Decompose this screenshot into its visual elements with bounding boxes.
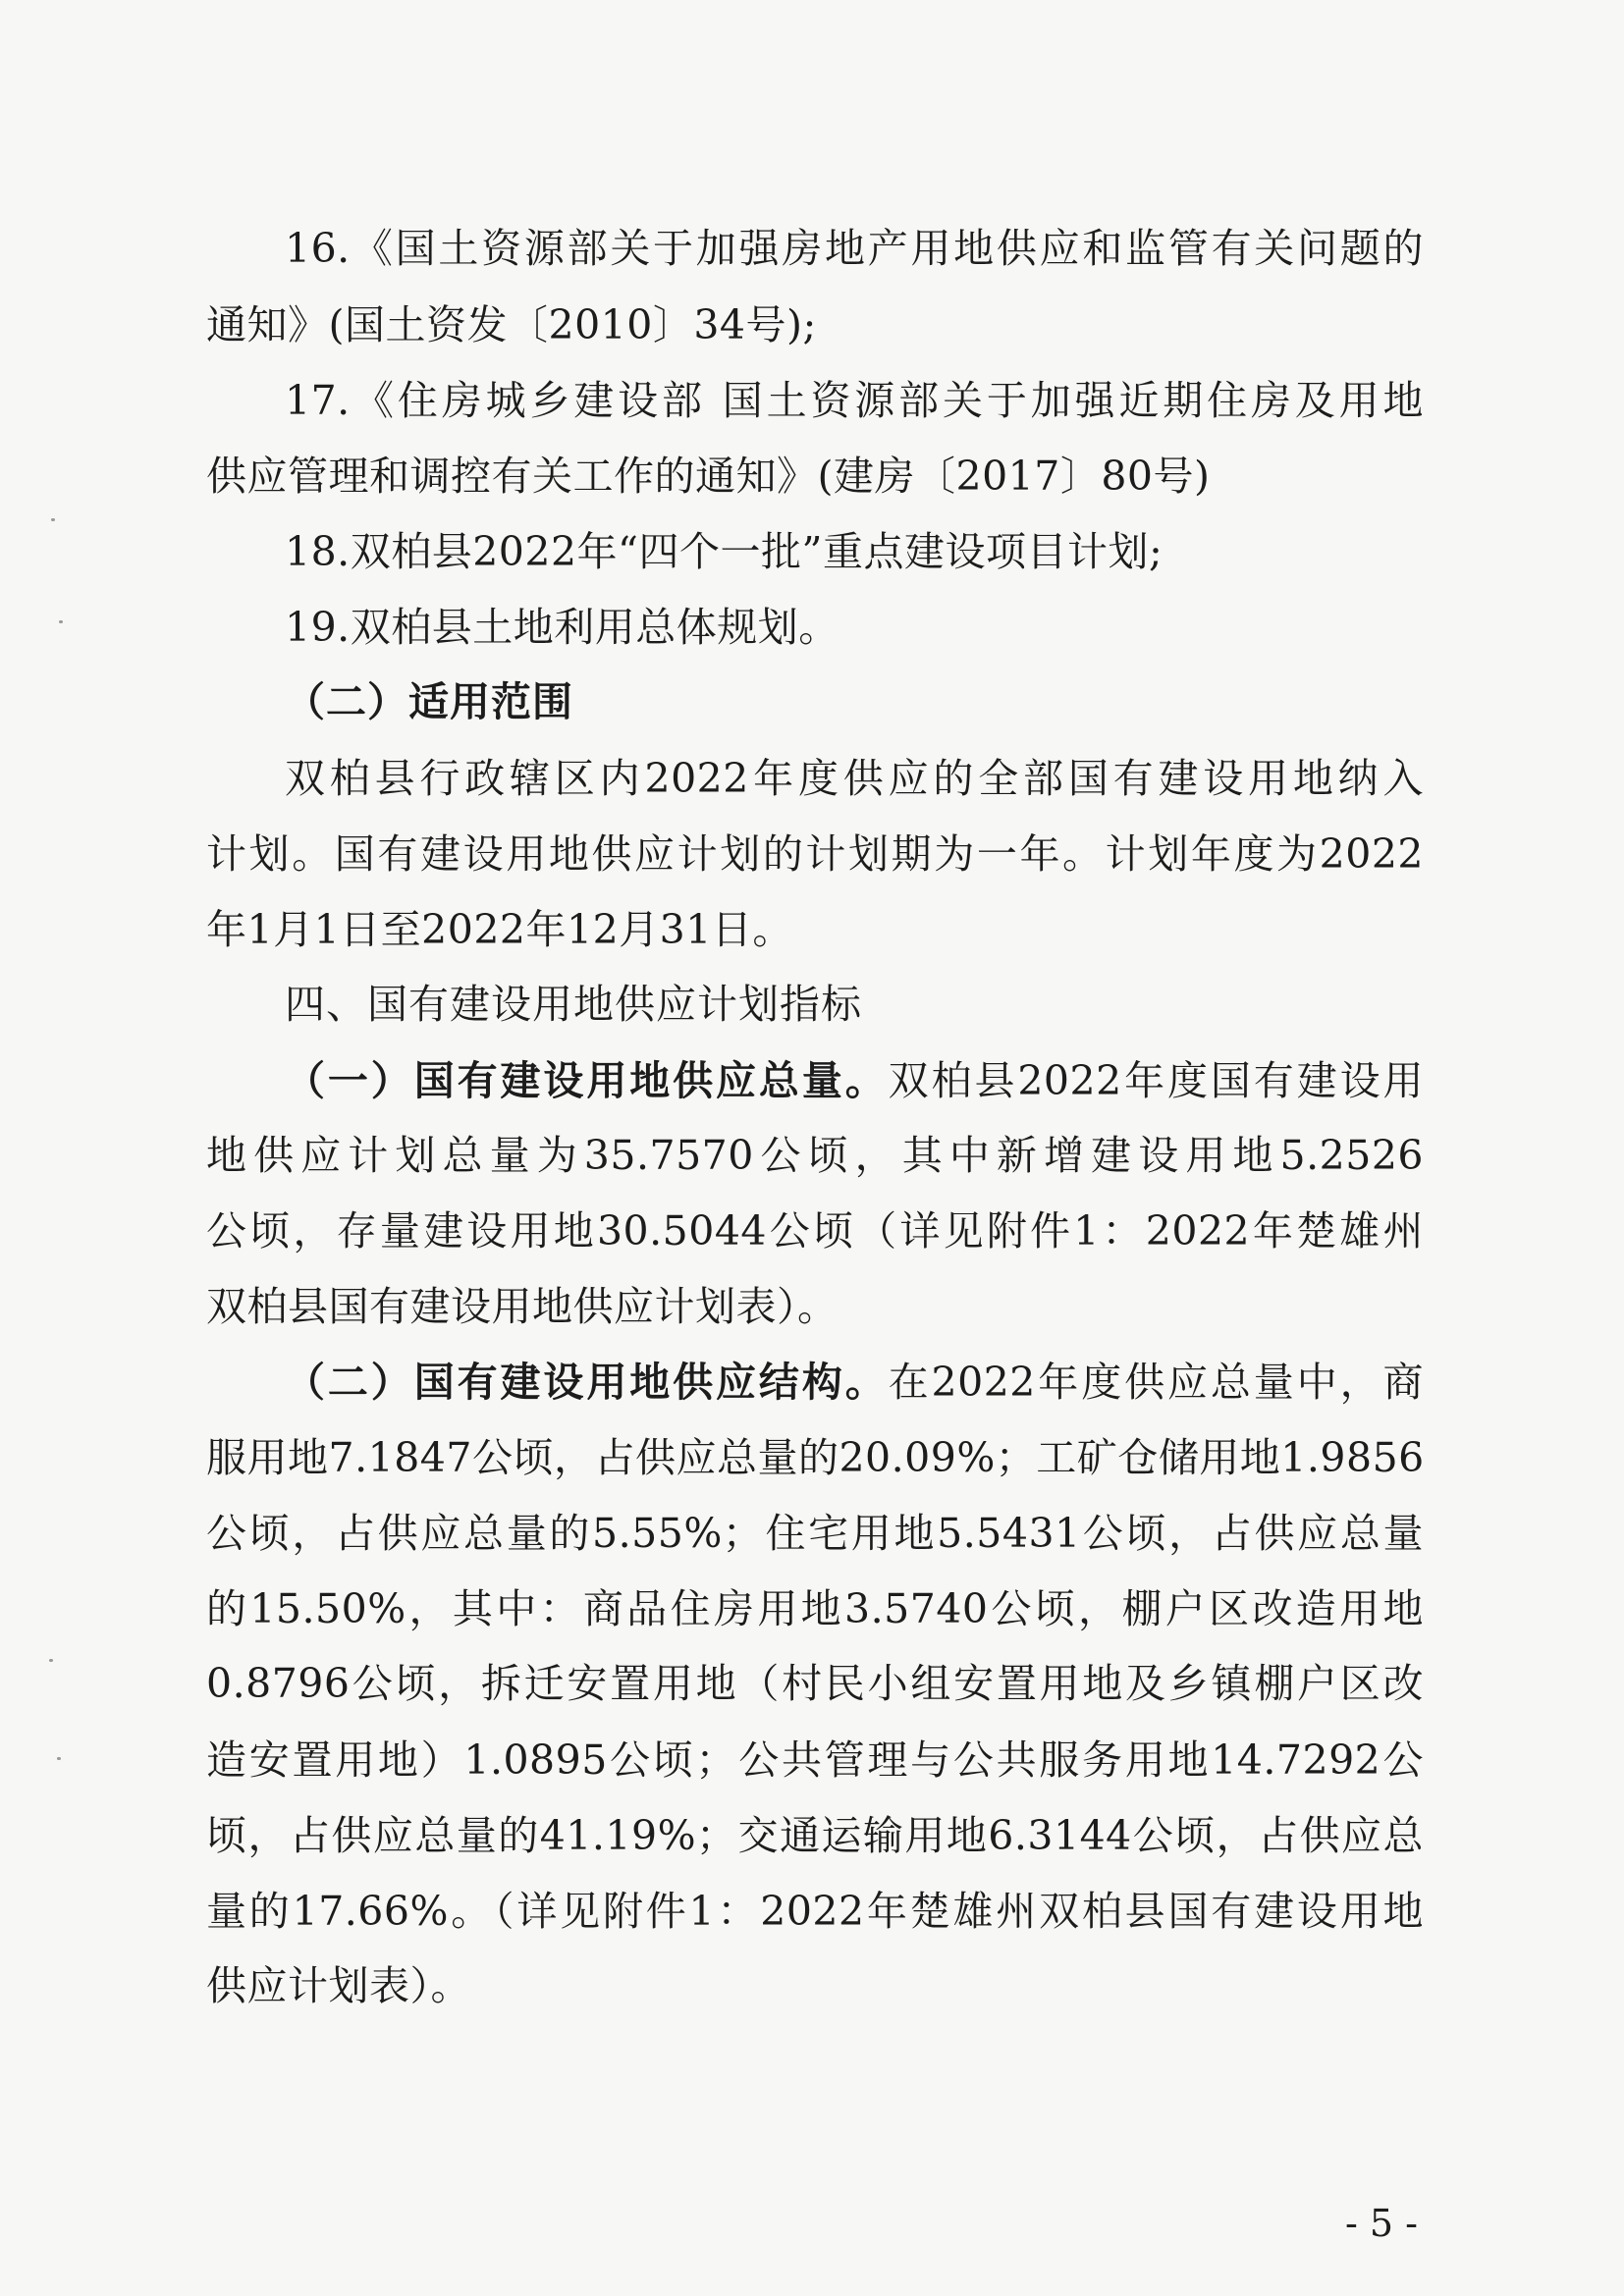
scan-speck bbox=[51, 518, 55, 521]
text-line: 0.8796公顷，拆迁安置用地（村民小组安置用地及乡镇棚户区改 bbox=[206, 1660, 1424, 1707]
subsection-text: 在2022年度供应总量中，商 bbox=[888, 1359, 1425, 1406]
text-line: 的15.50%，其中：商品住房用地3.5740公顷，棚户区改造用地 bbox=[206, 1585, 1424, 1632]
text-line: 公顷，占供应总量的5.55%；住宅用地5.5431公顷，占供应总量 bbox=[206, 1510, 1424, 1557]
text-line: 供应计划表）。 bbox=[206, 1962, 471, 2009]
text-line: 顷，占供应总量的41.19%；交通运输用地6.3144公顷，占供应总 bbox=[206, 1812, 1424, 1859]
subsection-title: （一）国有建设用地供应总量。 bbox=[285, 1057, 889, 1104]
text-line: 供应管理和调控有关工作的通知》(建房〔2017〕80号) bbox=[206, 453, 1211, 500]
page-number: - 5 - bbox=[1345, 2202, 1419, 2245]
scan-speck bbox=[49, 1659, 53, 1662]
subsection-title: （二）国有建设用地供应结构。 bbox=[285, 1359, 889, 1406]
scan-speck bbox=[57, 1757, 61, 1760]
text-line bbox=[285, 1358, 1424, 1407]
subsection-text: 双柏县2022年度国有建设用 bbox=[888, 1057, 1425, 1104]
text-line: 19.双柏县土地利用总体规划。 bbox=[285, 604, 839, 651]
text-line: 年1月1日至2022年12月31日。 bbox=[206, 906, 793, 953]
section-heading: 四、国有建设用地供应计划指标 bbox=[285, 981, 862, 1028]
text-line: 服用地7.1847公顷，占供应总量的20.09%；工矿仓储用地1.9856 bbox=[206, 1434, 1425, 1481]
text-line bbox=[285, 1056, 1424, 1105]
text-line: 17.《住房城乡建设部 国土资源部关于加强近期住房及用地 bbox=[285, 377, 1424, 424]
scan-speck bbox=[59, 620, 63, 623]
text-line: 通知》(国土资发〔2010〕34号); bbox=[206, 301, 817, 348]
text-line: 计划。国有建设用地供应计划的计划期为一年。计划年度为2022 bbox=[206, 830, 1424, 878]
text-line: 16.《国土资源部关于加强房地产用地供应和监管有关问题的 bbox=[285, 225, 1424, 272]
text-line: 双柏县国有建设用地供应计划表）。 bbox=[206, 1283, 839, 1330]
section-heading: （二）适用范围 bbox=[285, 678, 573, 725]
text-line: 造安置用地）1.0895公顷；公共管理与公共服务用地14.7292公 bbox=[206, 1736, 1424, 1784]
text-line: 地供应计划总量为35.7570公顷，其中新增建设用地5.2526 bbox=[206, 1132, 1424, 1179]
text-line: 双柏县行政辖区内2022年度供应的全部国有建设用地纳入 bbox=[285, 755, 1424, 802]
text-line: 量的17.66%。（详见附件1：2022年楚雄州双柏县国有建设用地 bbox=[206, 1888, 1424, 1935]
text-line: 18.双柏县2022年“四个一批”重点建设项目计划; bbox=[285, 528, 1164, 575]
text-line: 公顷，存量建设用地30.5044公顷（详见附件1：2022年楚雄州 bbox=[206, 1207, 1424, 1255]
